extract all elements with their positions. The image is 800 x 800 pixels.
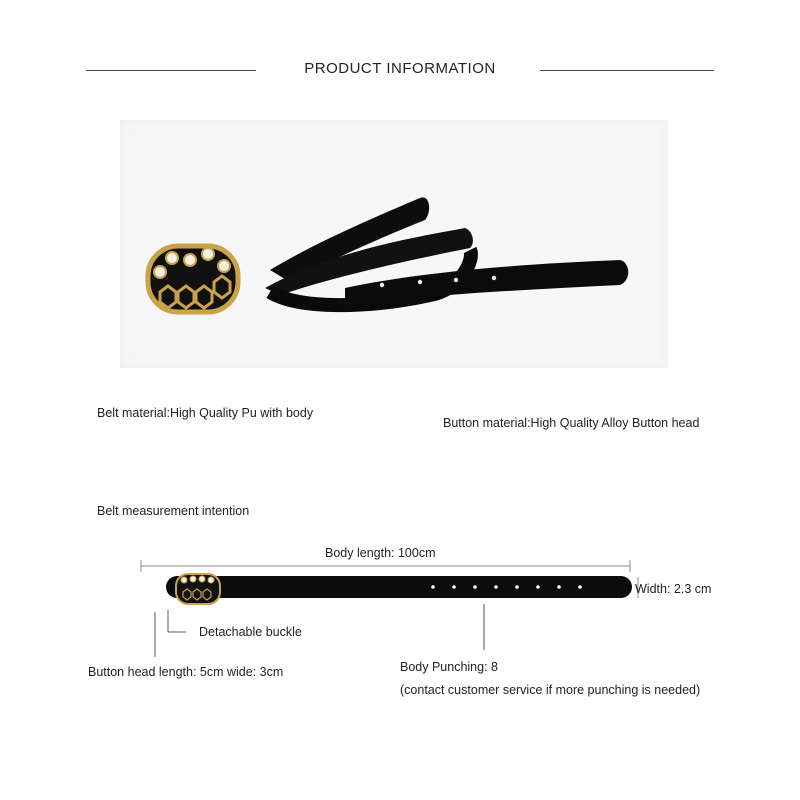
- punching-note: (contact customer service if more punching is needed): [400, 683, 701, 697]
- detachable-buckle-label: Detachable buckle: [199, 625, 302, 639]
- button-head-label: Button head length: 5cm wide: 3cm: [88, 665, 284, 679]
- body-punching-label: Body Punching: 8: [400, 660, 498, 674]
- button-material-text: Button material:High Quality Alloy Button head: [443, 416, 700, 430]
- belt-material-text: Belt material:High Quality Pu with body: [97, 406, 314, 420]
- width-label: Width: 2.3 cm: [635, 582, 712, 596]
- page-title: PRODUCT INFORMATION: [304, 60, 496, 77]
- measurement-heading: Belt measurement intention: [97, 504, 250, 518]
- body-length-label: Body length: 100cm: [325, 546, 436, 560]
